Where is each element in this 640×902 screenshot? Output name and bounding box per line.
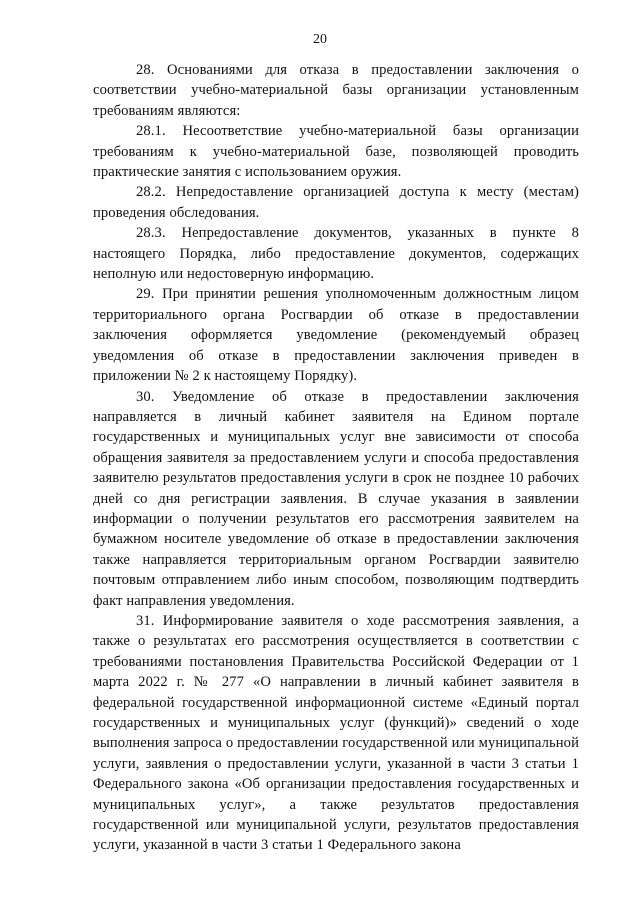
paragraph-28-1: 28.1. Несоответствие учебно-материальной базы организации требованиям к учебно-материальной базе, позволяющей проводить практические занятия с использованием оружия.: [93, 123, 579, 181]
paragraph-28-2: 28.2. Непредоставление организацией доступа к месту (местам) проведения обследования.: [93, 184, 579, 221]
paragraph-29: 29. При принятии решения уполномоченным должностным лицом территориального органа Росгвардии об отказе в предоставлении заключения оформляется уведомление (рекомендуемый образец уведомления об отказе в предоставлении заключения приведен в приложении № 2 к настоящему Порядку).: [93, 286, 579, 385]
paragraph-30: 30. Уведомление об отказе в предоставлении заключения направляется в личный кабинет заявителя на Едином портале государственных и муниципальных услуг вне зависимости от способа обращения заявителя за предоставлением услуги и способа предоставления заявителю результатов предоставления услуги в срок не позднее 10 рабочих дней со дня регистрации заявления. В случае указания в заявлении информации о получении результатов его рассмотрения заявителем на бумажном носителе уведомление об отказе в предоставлении заключения также направляется территориальным органом Росгвардии заявителю почтовым отправлением либо иным способом, позволяющим подтвердить факт направления уведомления.: [93, 388, 579, 609]
paragraph-31: 31. Информирование заявителя о ходе рассмотрения заявления, а также о результатах его рассмотрения осуществляется в соответствии с требованиями постановления Правительства Российской Федерации от 1 марта 2022 г. № 277 «О направлении в личный кабинет заявителя в федеральной государственной информационной системе «Единый портал государственных и муниципальных услуг (функций)» сведений о ходе выполнения запроса о предоставлении государственной или муниципальной услуги, заявления о предоставлении услуги, указанной в части 3 статьи 1 Федерального закона «Об организации предоставления государственных и муниципальных услуг», а также результатов предоставления государственной или муниципальной услуги, результатов предоставления услуги, указанной в части 3 статьи 1 Федерального закона: [93, 612, 579, 854]
paragraph-28: 28. Основаниями для отказа в предоставлении заключения о соответствии учебно-материальной базы организации установленным требованиям являются:: [93, 62, 579, 119]
page-number: 20: [313, 32, 327, 47]
document-body: [93, 60, 579, 856]
paragraph-28-3: 28.3. Непредоставление документов, указанных в пункте 8 настоящего Порядка, либо предоставление документов, содержащих неполную или недостоверную информацию.: [93, 225, 579, 283]
